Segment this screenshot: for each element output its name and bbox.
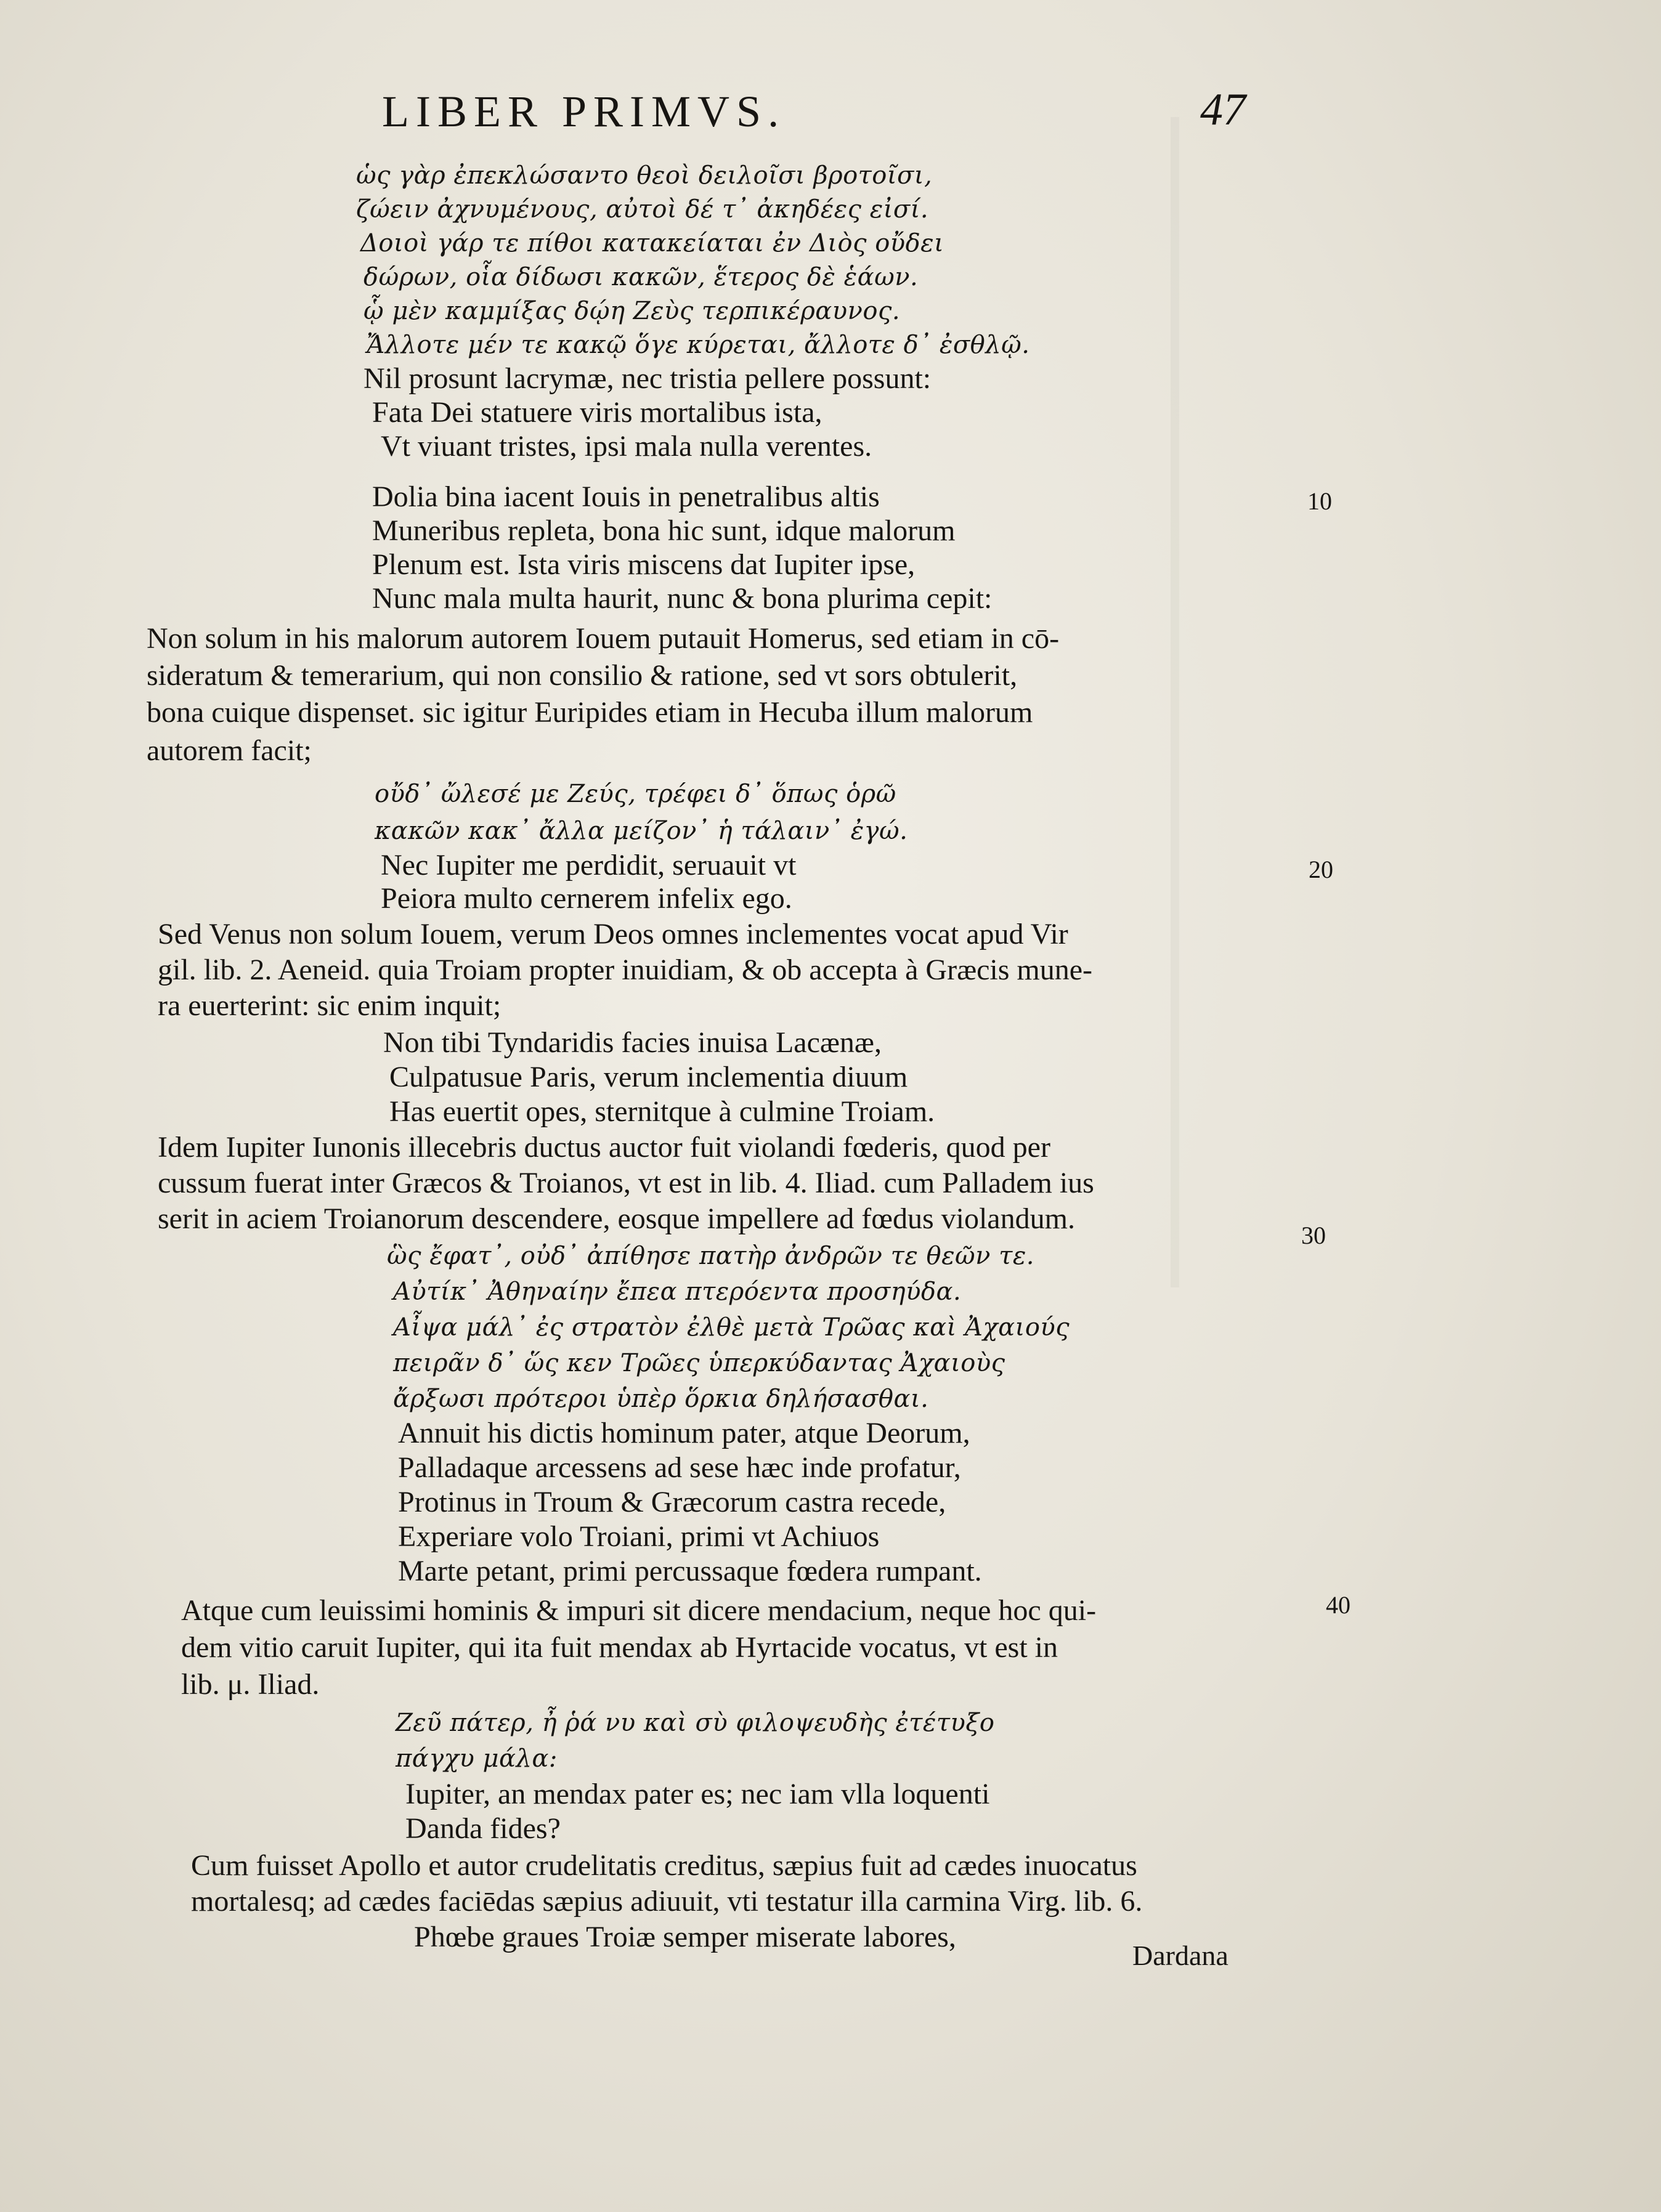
latin-verse: Vt viuant tristes, ipsi mala nulla verentes. bbox=[381, 430, 872, 463]
greek-verse: Αὐτίκ᾽ Ἀθηναίην ἔπεα πτερόεντα προσηύδα. bbox=[393, 1278, 962, 1306]
prose-line: autorem facit; bbox=[147, 734, 312, 767]
running-title: LIBER PRIMVS. bbox=[382, 87, 786, 136]
latin-verse: Fata Dei statuere viris mortalibus ista, bbox=[372, 396, 822, 429]
greek-verse: ἄρξωσι πρότεροι ὑπὲρ ὅρκια δηλήσασθαι. bbox=[393, 1385, 929, 1413]
margin-line-number: 40 bbox=[1326, 1591, 1350, 1619]
prose-line: sideratum & temerarium, qui non consilio & ratione, sed vt sors obtulerit, bbox=[147, 659, 1018, 692]
prose-line: Idem Iupiter Iunonis illecebris ductus auctor fuit violandi fœderis, quod per bbox=[158, 1131, 1050, 1164]
prose-line: dem vitio caruit Iupiter, qui ita fuit mendax ab Hyrtacide vocatus, vt est in bbox=[181, 1631, 1058, 1664]
latin-verse: Experiare volo Troiani, primi vt Achiuos bbox=[398, 1520, 880, 1553]
latin-verse: Annuit his dictis hominum pater, atque Deorum, bbox=[398, 1417, 970, 1449]
greek-verse: Ζεῦ πάτερ, ἦ ῥά νυ καὶ σὺ φιλοψευδὴς ἐτέτυξο bbox=[396, 1709, 995, 1737]
greek-verse: ὣς ἔφατ᾽, οὐδ᾽ ἀπίθησε πατὴρ ἀνδρῶν τε θεῶν τε. bbox=[387, 1242, 1034, 1270]
greek-verse: δώρων, οἷα δίδωσι κακῶν, ἕτερος δὲ ἑάων. bbox=[363, 263, 919, 291]
latin-verse: Nunc mala multa haurit, nunc & bona plurima cepit: bbox=[372, 582, 993, 615]
latin-verse: Phœbe graues Troiæ semper miserate labores, bbox=[414, 1921, 956, 1953]
greek-verse: πειρᾶν δ᾽ ὥς κεν Τρῶες ὑπερκύδαντας Ἀχαιοὺς bbox=[393, 1349, 1005, 1377]
bleed-through-decoration bbox=[1171, 117, 1296, 1287]
catchword: Dardana bbox=[1132, 1940, 1228, 1971]
latin-verse: Non tibi Tyndaridis facies inuisa Lacænæ, bbox=[383, 1026, 882, 1059]
prose-line: lib. μ. Iliad. bbox=[181, 1668, 320, 1701]
greek-verse: ζώειν ἀχνυμένους, αὐτοὶ δέ τ᾽ ἀκηδέες εἰσί. bbox=[356, 195, 929, 224]
greek-verse: ᾧ μὲν καμμίξας δῴη Ζεὺς τερπικέραυνος. bbox=[363, 297, 901, 325]
latin-verse: Marte petant, primi percussaque fœdera rumpant. bbox=[398, 1555, 982, 1587]
prose-line: bona cuique dispenset. sic igitur Euripides etiam in Hecuba illum malorum bbox=[147, 696, 1033, 729]
latin-verse: Culpatusue Paris, verum inclementia diuum bbox=[389, 1061, 908, 1093]
greek-verse: Δοιοὶ γάρ τε πίθοι κατακείαται ἐν Διὸς οὔδει bbox=[360, 229, 944, 257]
latin-verse: Nec Iupiter me perdidit, seruauit vt bbox=[381, 849, 797, 881]
latin-verse: Muneribus repleta, bona hic sunt, idque malorum bbox=[372, 514, 956, 547]
margin-line-number: 10 bbox=[1307, 487, 1332, 515]
prose-line: gil. lib. 2. Aeneid. quia Troiam propter inuidiam, & ob accepta à Græcis mune- bbox=[158, 954, 1093, 986]
margin-line-number: 20 bbox=[1309, 856, 1333, 883]
latin-verse: Protinus in Troum & Græcorum castra recede, bbox=[398, 1486, 946, 1518]
latin-verse: Peiora multo cernerem infelix ego. bbox=[381, 882, 792, 915]
latin-verse: Palladaque arcessens ad sese hæc inde profatur, bbox=[398, 1451, 961, 1484]
latin-verse: Nil prosunt lacrymæ, nec tristia pellere possunt: bbox=[363, 362, 932, 395]
greek-verse: ὡς γὰρ ἐπεκλώσαντο θεοὶ δειλοῖσι βροτοῖσι, bbox=[356, 161, 933, 190]
greek-verse: κακῶν κακ᾽ ἄλλα μείζον᾽ ἡ τάλαιν᾽ ἐγώ. bbox=[375, 817, 908, 845]
latin-verse: Danda fides? bbox=[405, 1812, 561, 1845]
prose-line: cussum fuerat inter Græcos & Troianos, vt est in lib. 4. Iliad. cum Palladem ius bbox=[158, 1167, 1094, 1199]
greek-verse: οὔδ᾽ ὤλεσέ με Ζεύς, τρέφει δ᾽ ὅπως ὁρῶ bbox=[375, 780, 896, 808]
prose-line: Sed Venus non solum Iouem, verum Deos omnes inclementes vocat apud Vir bbox=[158, 918, 1068, 950]
prose-line: Non solum in his malorum autorem Iouem putauit Homerus, sed etiam in cō- bbox=[147, 622, 1060, 655]
greek-verse: Ἄλλοτε μέν τε κακῷ ὅγε κύρεται, ἄλλοτε δ᾽ ἐσθλῷ. bbox=[367, 331, 1030, 359]
prose-line: Atque cum leuissimi hominis & impuri sit dicere mendacium, neque hoc qui- bbox=[181, 1594, 1097, 1627]
latin-verse: Plenum est. Ista viris miscens dat Iupiter ipse, bbox=[372, 548, 916, 581]
latin-verse: Dolia bina iacent Iouis in penetralibus altis bbox=[372, 480, 880, 513]
page-number: 47 bbox=[1200, 84, 1246, 135]
greek-verse: πάγχυ μάλα: bbox=[396, 1744, 558, 1773]
latin-verse: Has euertit opes, sternitque à culmine Troiam. bbox=[389, 1095, 935, 1128]
prose-line: ra euerterint: sic enim inquit; bbox=[158, 989, 502, 1022]
prose-line: mortalesq; ad cædes faciēdas sæpius adiuuit, vti testatur illa carmina Virg. lib. 6. bbox=[191, 1885, 1143, 1918]
prose-line: serit in aciem Troianorum descendere, eosque impellere ad fœdus violandum. bbox=[158, 1202, 1075, 1235]
margin-line-number: 30 bbox=[1301, 1221, 1326, 1249]
latin-verse: Iupiter, an mendax pater es; nec iam vlla loquenti bbox=[405, 1778, 990, 1810]
greek-verse: Αἶψα μάλ᾽ ἐς στρατὸν ἐλθὲ μετὰ Τρῶας καὶ Ἀχαιούς bbox=[393, 1313, 1070, 1342]
prose-line: Cum fuisset Apollo et autor crudelitatis creditus, sæpius fuit ad cædes inuocatus bbox=[191, 1849, 1137, 1882]
